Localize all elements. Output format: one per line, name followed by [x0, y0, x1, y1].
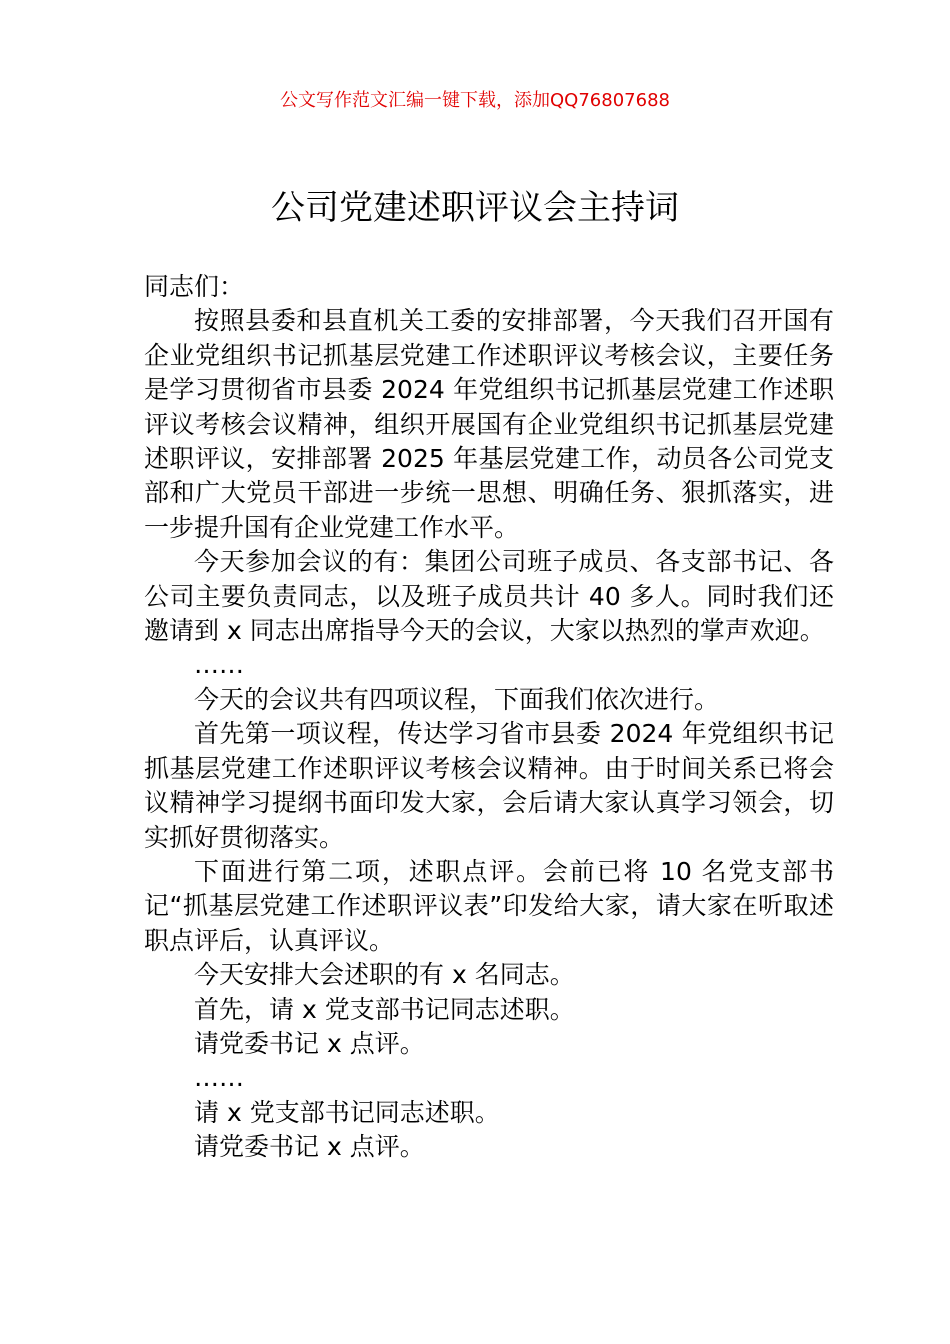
document-title: 公司党建述职评议会主持词 [271, 188, 679, 228]
paragraph: 请党委书记 x 点评。 [194, 1028, 425, 1058]
document-body [144, 270, 834, 1165]
paragraph: 首先第一项议程，传达学习省市县委 2024 年党组织书记抓基层党建工作述职评议考核会议精神。由于时间关系已将会议精神学习提纲书面印发大家，会后请大家认真学习领会，切实抓好贯彻落实。 [144, 719, 834, 852]
download-notice: 公文写作范文汇编一键下载，添加QQ76807688 [280, 90, 670, 111]
paragraph: 今天参加会议的有：集团公司班子成员、各支部书记、各公司主要负责同志，以及班子成员共计 40 多人。同时我们还邀请到 x 同志出席指导今天的会议，大家以热烈的掌声欢迎。 [144, 547, 834, 646]
paragraph: 下面进行第二项，述职点评。会前已将 10 名党支部书记“抓基层党建工作述职评议表”印发给大家，请大家在听取述职点评后，认真评议。 [144, 856, 834, 955]
ellipsis: …… [194, 1063, 244, 1093]
paragraph: 首先，请 x 党支部书记同志述职。 [194, 994, 575, 1024]
paragraph: 请党委书记 x 点评。 [194, 1132, 425, 1162]
paragraph: 按照县委和县直机关工委的安排部署，今天我们召开国有企业党组织书记抓基层党建工作述职评议考核会议，主要任务是学习贯彻省市县委 2024 年党组织书记抓基层党建工作述职评议考核会议精神，组织开展国有企业党组织书记抓基层党建述职评议，安排部署 2025 年基层党建工作，动员各公司党支部和广大党员干部进一步统一思想、明确任务、狠抓落实，进一步提升国有企业党建工作水平。 [144, 306, 834, 542]
paragraph: 今天安排大会述职的有 x 名同志。 [194, 960, 575, 990]
ellipsis: …… [194, 650, 244, 680]
paragraph: 今天的会议共有四项议程，下面我们依次进行。 [194, 684, 720, 714]
greeting: 同志们： [144, 272, 245, 301]
paragraph: 请 x 党支部书记同志述职。 [194, 1097, 500, 1127]
